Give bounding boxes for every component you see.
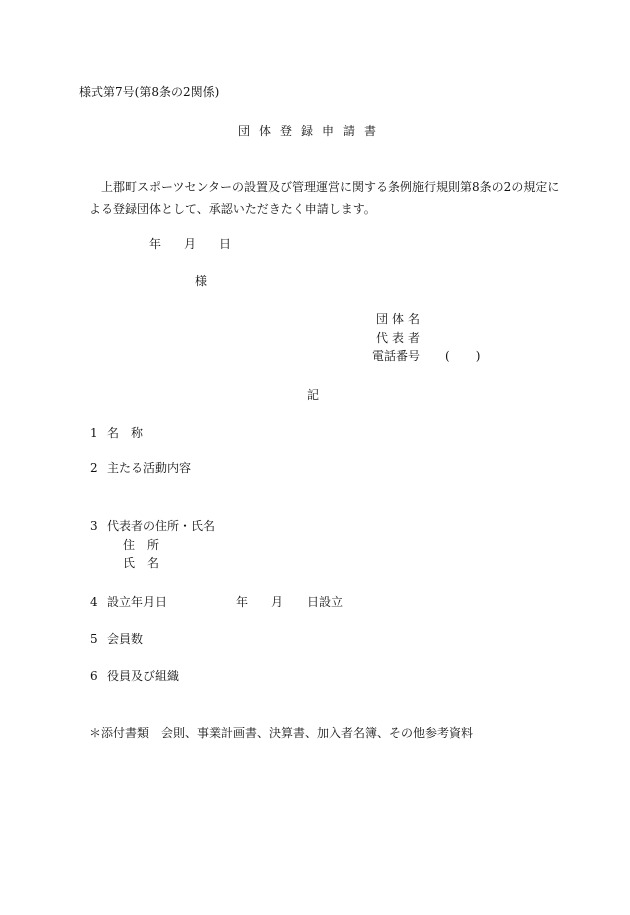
item-2-number: 2 — [90, 461, 98, 475]
item-5-number: 5 — [90, 632, 98, 646]
item-3-address-label: 住 所 — [123, 538, 160, 552]
date-month-label: 月 — [184, 237, 197, 251]
form-title: 団体登録申請書 — [238, 124, 386, 138]
item-3-label: 代表者の住所・氏名 — [107, 519, 216, 533]
item-4-month-label: 月 — [271, 595, 284, 609]
item-3-number: 3 — [90, 519, 98, 533]
item-1-number: 1 — [90, 426, 98, 440]
phone-label: 電話番号 — [372, 349, 421, 363]
item-6-number: 6 — [90, 669, 98, 683]
item-2-label: 主たる活動内容 — [107, 461, 192, 475]
attachments-note: ＊添付書類 会則、事業計画書、決算書、加入者名簿、その他参考資料 — [89, 726, 474, 740]
item-4-number: 4 — [90, 595, 98, 609]
addressee-suffix: 様 — [195, 274, 208, 288]
representative-label: 代表者 — [376, 331, 425, 345]
group-name-label: 団体名 — [376, 312, 425, 326]
date-day-label: 日 — [219, 237, 232, 251]
intro-line-1: 上郡町スポーツセンターの設置及び管理運営に関する条例施行規則第8条の2の規定に — [101, 180, 560, 194]
phone-paren-open: ( — [445, 349, 450, 363]
ki-heading: 記 — [307, 388, 320, 402]
intro-line-2: よる登録団体として、承認いただきたく申請します。 — [89, 202, 376, 216]
phone-row — [372, 350, 480, 362]
form-number: 様式第7号(第8条の2関係) — [79, 85, 220, 99]
item-6-label: 役員及び組織 — [107, 669, 180, 683]
item-3-name-label: 氏 名 — [123, 556, 160, 570]
date-year-label: 年 — [149, 237, 162, 251]
item-5-label: 会員数 — [107, 632, 144, 646]
item-1-label: 名 称 — [107, 426, 144, 440]
item-4-day-label: 日設立 — [307, 595, 344, 609]
item-4-year-label: 年 — [236, 595, 249, 609]
phone-paren-close: ) — [475, 349, 481, 363]
item-4-label: 設立年月日 — [107, 595, 168, 609]
